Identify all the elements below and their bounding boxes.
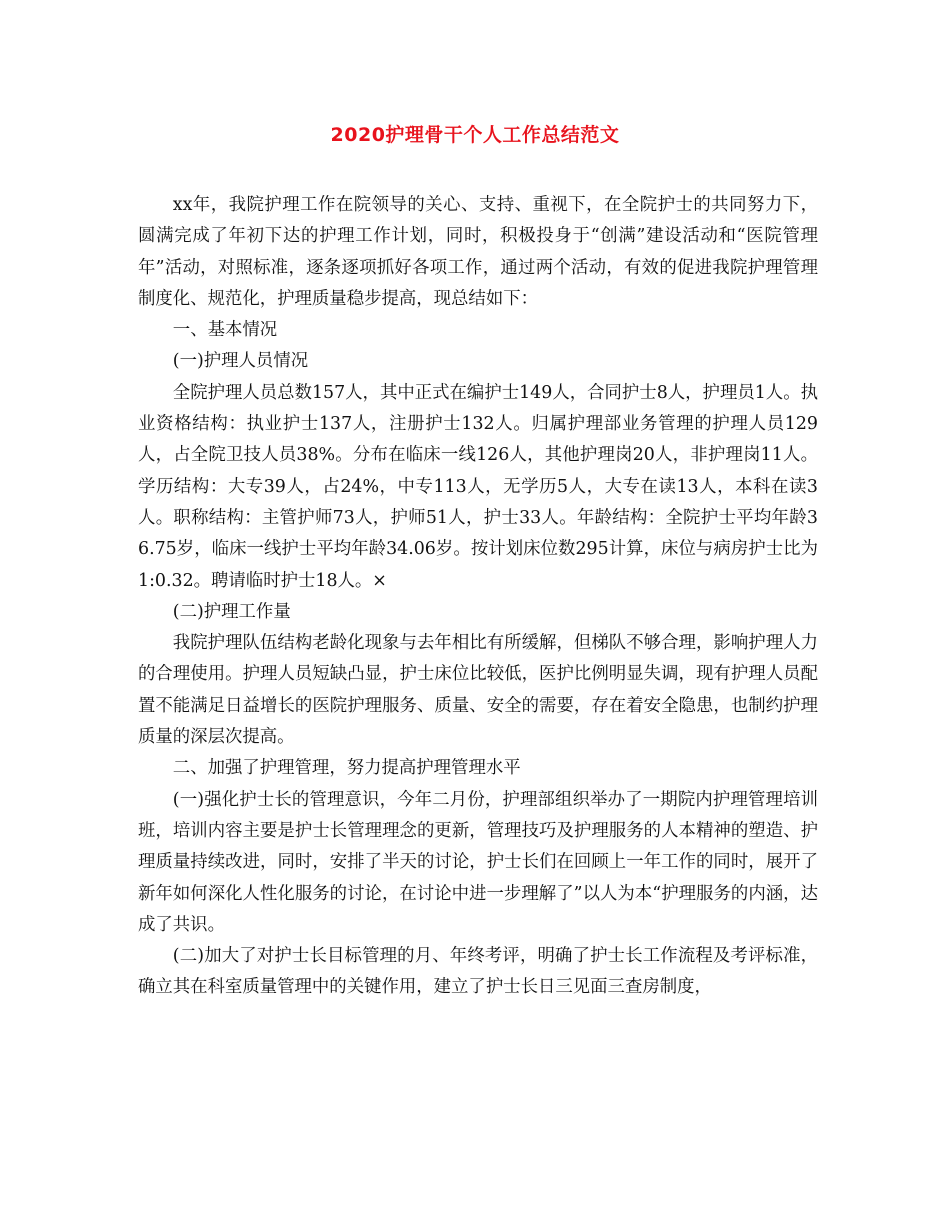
- paragraph-workload: 我院护理队伍结构老龄化现象与去年相比有所缓解，但梯队不够合理，影响护理人力的合理使用。护理人员短缺凸显，护士床位比较低，医护比例明显失调，现有护理人员配置不能满足日益增长的医院护理服务、质量、安全的需要，存在着安全隐患，也制约护理质量的深层次提高。: [138, 633, 818, 748]
- subheading-staff-situation: (一)护理人员情况: [172, 351, 309, 372]
- paragraph-staff-statistics: 全院护理人员总数157人，其中正式在编护士149人，合同护士8人，护理员1人。执业资格结构：执业护士137人，注册护士132人。归属护理部业务管理的护理人员129人，占全院卫技人员38%。分布在临床一线126人，其他护理岗20人，非护理岗11人。学历结构：大专39人，占24%，中专113人，无学历5人，大专在读13人，本科在读3人。职称结构：主管护师73人，护师51人，护士33人。年龄结构：全院护士平均年龄36.75岁，临床一线护士平均年龄34.06岁。按计划床位数295计算，床位与病房护士比为1:0.32。聘请临时护士18人。×: [138, 382, 818, 591]
- subheading-workload: (二)护理工作量: [172, 601, 291, 622]
- paragraph-head-nurse-evaluation: (二)加大了对护士长目标管理的月、年终考评，明确了护士长工作流程及考评标准，确立其在科室质量管理中的关键作用，建立了护士长日三见面三查房制度，: [138, 946, 818, 998]
- paragraph-head-nurse-training: (一)强化护士长的管理意识，今年二月份，护理部组织举办了一期院内护理管理培训班，培训内容主要是护士长管理理念的更新，管理技巧及护理服务的人本精神的塑造、护理质量持续改进，同时，安排了半天的讨论，护士长们在回顾上一年工作的同时，展开了新年如何深化人性化服务的讨论，在讨论中进一步理解了”以人为本“护理服务的内涵，达成了共识。: [138, 789, 818, 935]
- document-title: 2020护理骨干个人工作总结范文: [330, 124, 620, 146]
- heading-basic-situation: 一、基本情况: [172, 320, 278, 341]
- heading-management: 二、加强了护理管理，努力提高护理管理水平: [172, 758, 521, 779]
- document-body: [138, 190, 818, 1004]
- paragraph-intro: xx年，我院护理工作在院领导的关心、支持、重视下，在全院护士的共同努力下，圆满完成了年初下达的护理工作计划，同时，积极投身于“创满”建设活动和“医院管理年”活动，对照标准，逐条逐项抓好各项工作，通过两个活动，有效的促进我院护理管理制度化、规范化，护理质量稳步提高，现总结如下：: [138, 195, 818, 309]
